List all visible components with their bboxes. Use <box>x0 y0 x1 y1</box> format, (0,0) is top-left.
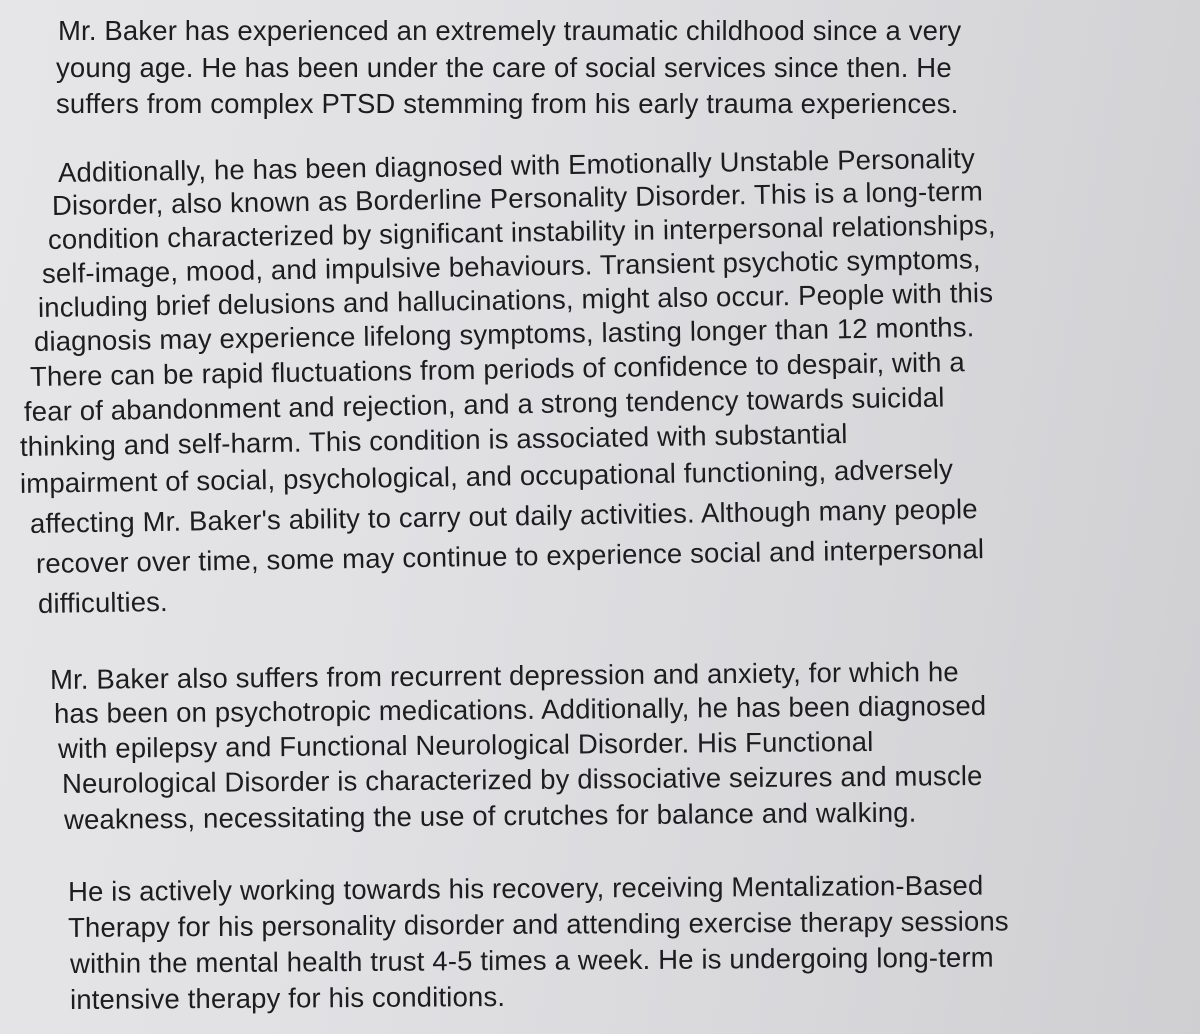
text-line: impairment of social, psychological, and occupational functioning, adversely <box>19 453 954 499</box>
text-line: weakness, necessitating the use of crutches for balance and walking. <box>63 796 917 835</box>
text-line: There can be rapid fluctuations from periods of confidence to despair, with a <box>29 346 965 392</box>
text-line: Additionally, he has been diagnosed with Emotionally Unstable Personality <box>57 142 976 188</box>
text-line: Neurological Disorder is characterized by dissociative seizures and muscle <box>61 759 983 799</box>
text-line: including brief delusions and hallucinations, might also occur. People with this <box>37 276 994 323</box>
text-line: recover over time, some may continue to experience social and interpersonal <box>35 533 985 579</box>
text-line: fear of abandonment and rejection, and a strong tendency towards suicidal <box>23 381 945 427</box>
text-line: has been on psychotropic medications. Additionally, he has been diagnosed <box>53 689 987 729</box>
text-line: suffers from complex PTSD stemming from his early trauma experiences. <box>56 88 959 119</box>
text-line: with epilepsy and Functional Neurological Disorder. His Functional <box>57 725 874 764</box>
text-line: difficulties. <box>37 585 169 619</box>
text-line: Therapy for his personality disorder and attending exercise therapy sessions <box>67 905 1009 943</box>
text-line: self-image, mood, and impulsive behaviours. Transient psychotic symptoms, <box>41 243 981 289</box>
text-line: condition characterized by significant instability in interpersonal relationships, <box>47 209 996 255</box>
text-line: diagnosis may experience lifelong symptoms, lasting longer than 12 months. <box>33 311 975 357</box>
text-line: He is actively working towards his recovery, receiving Mentalization-Based <box>67 869 984 907</box>
text-line: within the mental health trust 4-5 times a week. He is undergoing long-term <box>69 941 994 979</box>
text-line: Disorder, also known as Borderline Personality Disorder. This is a long-term <box>51 175 984 221</box>
text-line: Mr. Baker has experienced an extremely traumatic childhood since a very <box>58 15 962 46</box>
text-line: Mr. Baker also suffers from recurrent depression and anxiety, for which he <box>49 656 959 695</box>
text-line: thinking and self-harm. This condition is associated with substantial <box>19 418 848 462</box>
text-line: intensive therapy for his conditions. <box>69 980 506 1015</box>
text-line: young age. He has been under the care of social services since then. He <box>56 52 952 83</box>
text-line: affecting Mr. Baker's ability to carry out daily activities. Although many people <box>29 493 978 539</box>
